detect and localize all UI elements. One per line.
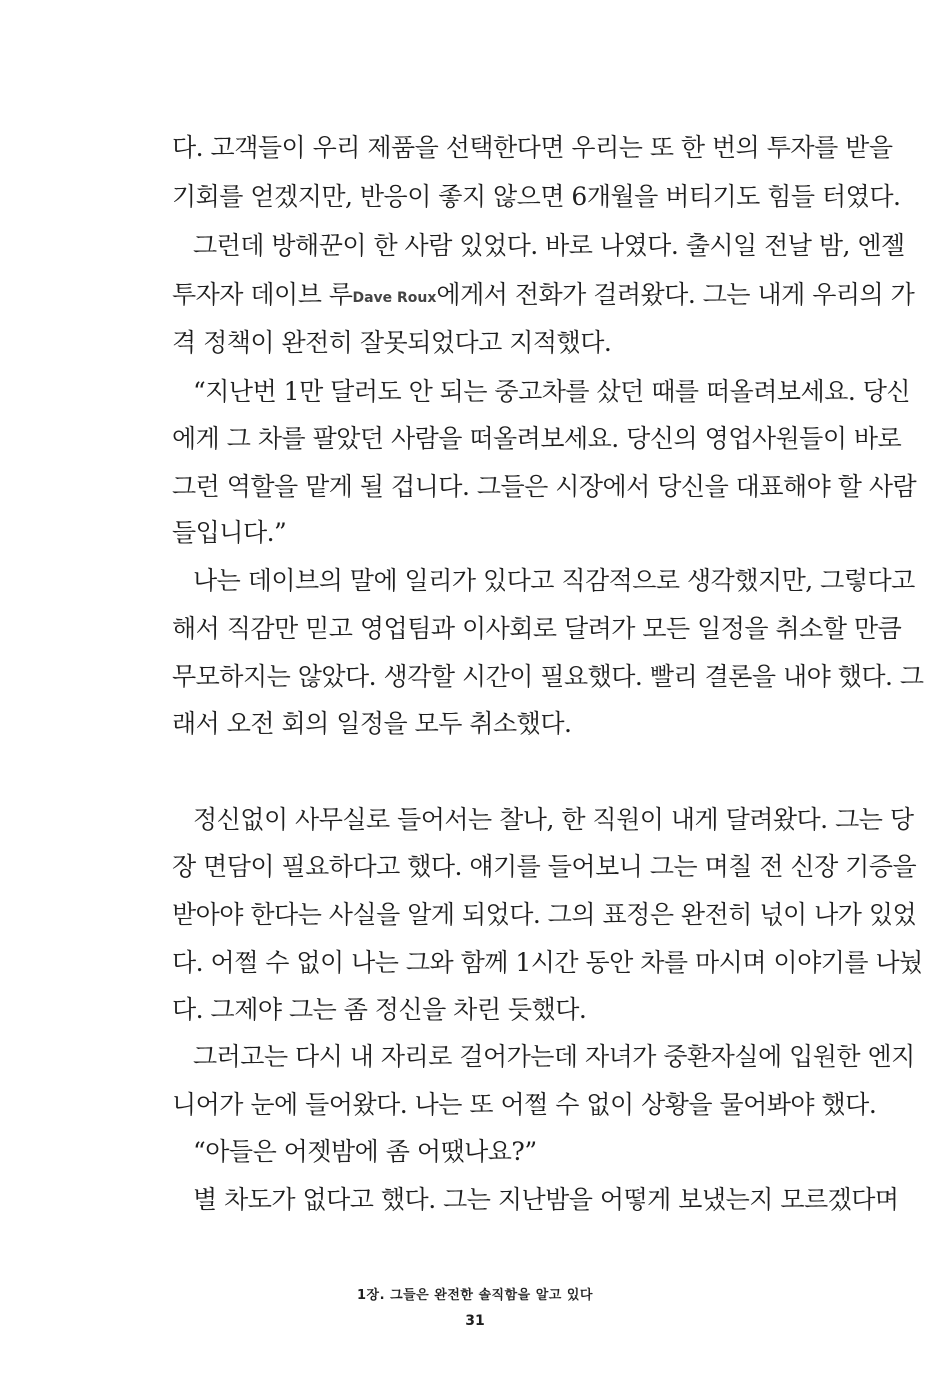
- page-number: 31: [465, 1313, 485, 1329]
- text-line: 들입니다.”: [172, 518, 287, 547]
- text-line: 정신없이 사무실로 들어서는 찰나, 한 직원이 내게 달려왔다. 그는 당: [193, 805, 914, 834]
- text-line: 그러고는 다시 내 자리로 걸어가는데 자녀가 중환자실에 입원한 엔지: [193, 1042, 915, 1071]
- text-line: 받아야 한다는 사실을 알게 되었다. 그의 표정은 완전히 넋이 나가 있었: [172, 900, 917, 929]
- running-footer-chapter-title: 1장. 그들은 완전한 솔직함을 알고 있다: [357, 1288, 593, 1303]
- text-line: 격 정책이 완전히 잘못되었다고 지적했다.: [172, 328, 612, 357]
- text-line: 장 면담이 필요하다고 했다. 얘기를 들어보니 그는 며칠 전 신장 기증을: [172, 852, 917, 881]
- text-line: “아들은 어젯밤에 좀 어땠나요?”: [193, 1137, 537, 1166]
- text-line: 다. 어쩔 수 없이 나는 그와 함께 1시간 동안 차를 마시며 이야기를 나눴: [172, 948, 923, 977]
- text-segment: 에게서 전화가 걸려왔다. 그는 내게 우리의 가: [436, 280, 915, 309]
- text-line: 에게 그 차를 팔았던 사람을 떠올려보세요. 당신의 영업사원들이 바로: [172, 424, 902, 453]
- text-line: 그런데 방해꾼이 한 사람 있었다. 바로 나였다. 출시일 전날 밤, 엔젤: [193, 231, 905, 260]
- text-line: 다. 고객들이 우리 제품을 선택한다면 우리는 또 한 번의 투자를 받을: [172, 133, 893, 162]
- text-line: “지난번 1만 달러도 안 되는 중고차를 샀던 때를 떠올려보세요. 당신: [193, 377, 911, 406]
- text-line: 니어가 눈에 들어왔다. 나는 또 어쩔 수 없이 상황을 물어봐야 했다.: [172, 1090, 877, 1119]
- text-line: 나는 데이브의 말에 일리가 있다고 직감적으로 생각했지만, 그렇다고: [193, 566, 915, 595]
- text-line: 기회를 얻겠지만, 반응이 좋지 않으면 6개월을 버티기도 힘들 터였다.: [172, 182, 901, 211]
- text-line: 별 차도가 없다고 했다. 그는 지난밤을 어떻게 보냈는지 모르겠다며: [193, 1185, 899, 1214]
- text-line: 그런 역할을 맡게 될 겁니다. 그들은 시장에서 당신을 대표해야 할 사람: [172, 472, 917, 501]
- name-gloss: Dave Roux: [352, 290, 437, 306]
- text-line: 무모하지는 않았다. 생각할 시간이 필요했다. 빨리 결론을 내야 했다. 그: [172, 662, 924, 691]
- text-line: 래서 오전 회의 일정을 모두 취소했다.: [172, 709, 572, 738]
- text-line: 해서 직감만 믿고 영업팀과 이사회로 달려가 모든 일정을 취소할 만큼: [172, 614, 902, 643]
- text-line: 다. 그제야 그는 좀 정신을 차린 듯했다.: [172, 995, 587, 1024]
- text-segment: 투자자 데이브 루: [172, 280, 353, 309]
- text-line: [172, 278, 915, 315]
